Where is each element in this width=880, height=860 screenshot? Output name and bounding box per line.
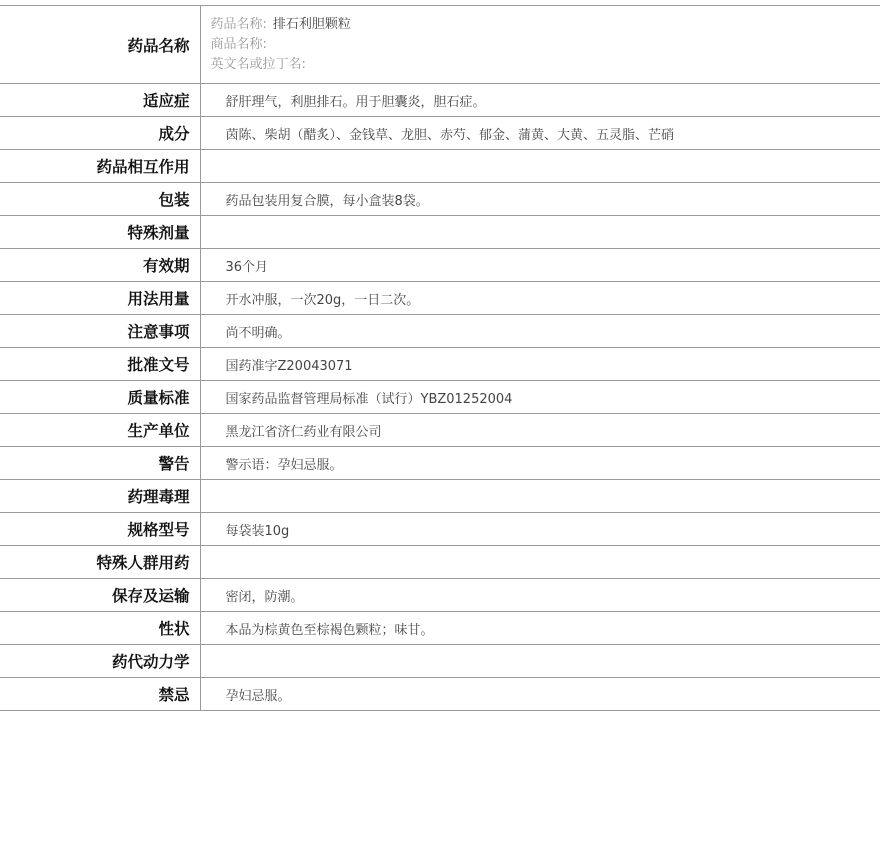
row-value <box>200 645 880 678</box>
row-label: 规格型号 <box>0 513 200 546</box>
row-label: 保存及运输 <box>0 579 200 612</box>
row-value: 药品包装用复合膜，每小盒装8袋。 <box>200 183 880 216</box>
row-value: 黑龙江省济仁药业有限公司 <box>200 414 880 447</box>
table-row-usage-dosage <box>0 282 880 315</box>
drug-spec-table <box>0 5 880 711</box>
table-row-warning <box>0 447 880 480</box>
row-label: 批准文号 <box>0 348 200 381</box>
trade-name-line <box>211 35 880 55</box>
table-row-interactions <box>0 150 880 183</box>
table-row-shelf-life <box>0 249 880 282</box>
row-value <box>200 150 880 183</box>
row-label: 包装 <box>0 183 200 216</box>
row-label: 生产单位 <box>0 414 200 447</box>
row-label: 药代动力学 <box>0 645 200 678</box>
table-row-pharmacokinetics <box>0 645 880 678</box>
row-value: 茵陈、柴胡（醋炙）、金钱草、龙胆、赤芍、郁金、蒲黄、大黄、五灵脂、芒硝 <box>200 117 880 150</box>
english-name-line <box>211 55 880 75</box>
table-row-approval-number <box>0 348 880 381</box>
row-value: 尚不明确。 <box>200 315 880 348</box>
row-label: 质量标准 <box>0 381 200 414</box>
row-label: 药品名称 <box>0 6 200 84</box>
generic-name-label: 药品名称: <box>210 16 267 32</box>
row-value: 本品为棕黄色至棕褐色颗粒；味甘。 <box>200 612 880 645</box>
generic-name-line <box>211 15 880 35</box>
row-label: 适应症 <box>0 84 200 117</box>
trade-name-label: 商品名称: <box>210 36 267 52</box>
table-row-ingredients <box>0 117 880 150</box>
table-row-manufacturer <box>0 414 880 447</box>
row-label: 性状 <box>0 612 200 645</box>
row-value <box>200 216 880 249</box>
row-value: 国家药品监督管理局标准（试行）YBZ01252004 <box>200 381 880 414</box>
row-value <box>200 546 880 579</box>
table-row-specification <box>0 513 880 546</box>
table-row-packaging <box>0 183 880 216</box>
row-label: 注意事项 <box>0 315 200 348</box>
row-label: 警告 <box>0 447 200 480</box>
row-value: 舒肝理气，利胆排石。用于胆囊炎，胆石症。 <box>200 84 880 117</box>
row-label: 药理毒理 <box>0 480 200 513</box>
english-name-label: 英文名或拉丁名: <box>210 56 306 72</box>
table-row-precautions <box>0 315 880 348</box>
row-label: 有效期 <box>0 249 200 282</box>
row-value: 孕妇忌服。 <box>200 678 880 711</box>
row-value: 国药准字Z20043071 <box>200 348 880 381</box>
row-label: 特殊剂量 <box>0 216 200 249</box>
table-row-quality-standard <box>0 381 880 414</box>
drug-spec-body <box>0 6 880 711</box>
table-row-description <box>0 612 880 645</box>
drug-name-cell <box>200 6 880 84</box>
row-value: 密闭，防潮。 <box>200 579 880 612</box>
table-row-storage-transport <box>0 579 880 612</box>
row-label: 特殊人群用药 <box>0 546 200 579</box>
table-row-special-dosage <box>0 216 880 249</box>
row-value: 开水冲服，一次20g，一日二次。 <box>200 282 880 315</box>
row-value <box>200 480 880 513</box>
generic-name-value: 排石利胆颗粒 <box>272 16 351 32</box>
row-label: 禁忌 <box>0 678 200 711</box>
row-label: 用法用量 <box>0 282 200 315</box>
table-row-indications <box>0 84 880 117</box>
row-value: 36个月 <box>200 249 880 282</box>
row-label: 成分 <box>0 117 200 150</box>
row-value: 每袋装10g <box>200 513 880 546</box>
table-row-drug-name <box>0 6 880 84</box>
table-row-pharmacology-toxicology <box>0 480 880 513</box>
row-label: 药品相互作用 <box>0 150 200 183</box>
table-row-special-populations <box>0 546 880 579</box>
table-row-contraindications <box>0 678 880 711</box>
row-value: 警示语：孕妇忌服。 <box>200 447 880 480</box>
